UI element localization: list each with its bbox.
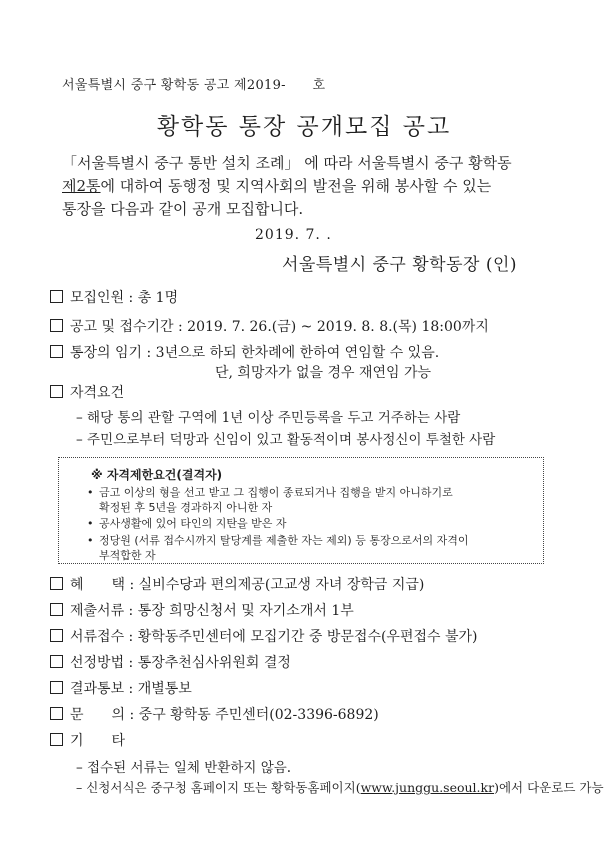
item-inquiry-text: 문 의 : 중구 황학동 주민센터(02-3396-6892) <box>70 707 379 723</box>
bullet-icon: • <box>87 534 94 547</box>
page-title: 황학동 통장 공개모집 공고 <box>156 114 452 140</box>
checkbox-square-icon <box>50 603 63 616</box>
item-period-text: 공고 및 접수기간 : 2019. 7. 26.(금) ~ 2019. 8. 8.(목) 18:00까지 <box>70 319 489 335</box>
restriction-3a-text: 정당원 (서류 접수시까지 탈당계를 제출한 자는 제외) 등 통장으로서의 자격이 <box>99 534 469 547</box>
notice-date: 2019. 7. . <box>255 227 332 243</box>
etc-2 <box>76 778 604 796</box>
item-recruit <box>50 287 178 307</box>
item-inquiry <box>50 704 379 724</box>
checkbox-square-icon <box>50 655 63 668</box>
intro-paragraph <box>62 152 562 221</box>
item-term <box>50 342 439 362</box>
restriction-3b: 부적합한 자 <box>99 549 156 562</box>
item-selection <box>50 652 291 672</box>
item-recruit-text: 모집인원 : 총 1명 <box>70 290 179 306</box>
notice-number: 서울특별시 중구 황학동 공고 제2019- 호 <box>62 78 326 93</box>
checkbox-square-icon <box>50 345 63 358</box>
checkbox-square-icon <box>50 681 63 694</box>
checkbox-square-icon <box>50 385 63 398</box>
intro-line-1: 「서울특별시 중구 통반 설치 조례」 에 따라 서울특별시 중구 황학동 <box>62 154 512 172</box>
restriction-2 <box>87 515 287 531</box>
checkbox-square-icon <box>50 290 63 303</box>
issuer: 서울특별시 중구 황학동장 (인) <box>282 255 518 275</box>
restriction-3a <box>87 532 468 548</box>
item-qualification <box>50 382 124 402</box>
restriction-1b: 확정된 후 5년을 경과하지 아니한 자 <box>99 501 273 514</box>
item-etc-text: 기 타 <box>70 733 126 749</box>
item-qualification-text: 자격요건 <box>70 385 125 401</box>
item-submission-text: 서류접수 : 황학동주민센터에 모집기간 중 방문접수(우편접수 불가) <box>70 629 478 645</box>
item-etc <box>50 730 125 750</box>
item-submission <box>50 626 478 646</box>
restriction-1a <box>87 484 453 500</box>
qualification-2: – 주민으로부터 덕망과 신임이 있고 활동적이며 봉사정신이 투철한 사람 <box>76 432 496 448</box>
item-benefit-text: 혜 택 : 실비수당과 편의제공(고교생 자녀 장학금 지급) <box>70 577 425 593</box>
item-period <box>50 316 489 336</box>
checkbox-square-icon <box>50 733 63 746</box>
restriction-2-text: 공사생활에 있어 타인의 지탄을 받은 자 <box>99 517 287 530</box>
intro-district: 제2통 <box>62 177 101 195</box>
intro-line-3: 통장을 다음과 같이 공개 모집합니다. <box>62 200 304 218</box>
bullet-icon: • <box>87 486 94 499</box>
checkbox-square-icon <box>50 707 63 720</box>
item-documents <box>50 600 354 620</box>
item-result <box>50 678 192 698</box>
restrictions-title: ※ 자격제한요건(결격자) <box>91 468 223 482</box>
restrictions-box <box>58 457 544 564</box>
item-documents-text: 제출서류 : 통장 희망신청서 및 자기소개서 1부 <box>70 603 354 619</box>
qualification-1: – 해당 통의 관할 구역에 1년 이상 주민등록을 두고 거주하는 사람 <box>76 410 461 426</box>
item-selection-text: 선정방법 : 통장추천심사위원회 결정 <box>70 655 291 671</box>
etc-2-post: )에서 다운로드 가능 <box>494 780 604 795</box>
homepage-link[interactable]: www.junggu.seoul.kr <box>360 780 495 795</box>
item-benefit <box>50 574 424 594</box>
restriction-1a-text: 금고 이상의 형을 선고 받고 그 집행이 종료되거나 집행을 받지 아니하기로 <box>99 486 453 499</box>
item-term-text: 통장의 임기 : 3년으로 하되 한차례에 한하여 연임할 수 있음. <box>70 345 440 361</box>
item-term-note: 단, 희망자가 없을 경우 재연임 가능 <box>215 365 432 381</box>
checkbox-square-icon <box>50 577 63 590</box>
etc-1: – 접수된 서류는 일체 반환하지 않음. <box>76 760 292 776</box>
bullet-icon: • <box>87 517 94 530</box>
item-result-text: 결과통보 : 개별통보 <box>70 681 192 697</box>
etc-2-pre: – 신청서식은 중구청 홈페이지 또는 황학동홈페이지( <box>76 780 361 795</box>
checkbox-square-icon <box>50 629 63 642</box>
intro-line-2: 에 대하여 동행정 및 지역사회의 발전을 위해 봉사할 수 있는 <box>100 177 492 195</box>
checkbox-square-icon <box>50 319 63 332</box>
